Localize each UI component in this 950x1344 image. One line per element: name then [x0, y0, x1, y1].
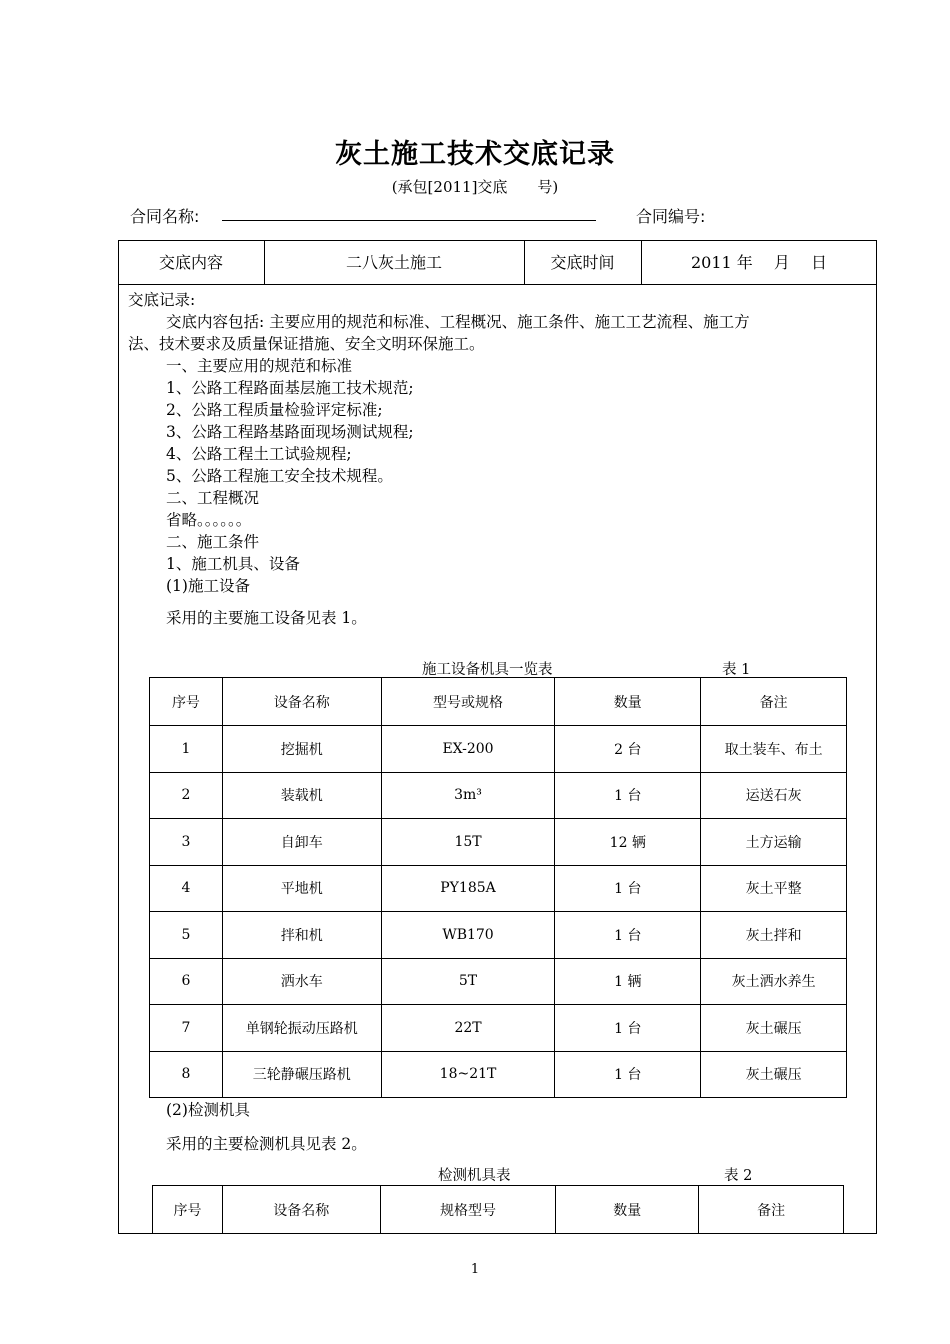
- table-row-cell: 1 辆: [555, 958, 701, 1005]
- standard-item: 1、公路工程路面基层施工技术规范;: [166, 379, 414, 397]
- table-row-cell: 1 台: [555, 912, 701, 959]
- section-heading: 一、主要应用的规范和标准: [166, 357, 353, 375]
- table-row-cell: 装载机: [222, 772, 381, 819]
- time-value: 2011 年 月 日: [691, 253, 827, 272]
- content-label: 交底内容: [158, 253, 223, 272]
- table-row-cell: 3m³: [381, 772, 555, 819]
- contract-name-label: 合同名称:: [130, 207, 200, 226]
- standard-item: 4、公路工程土工试验规程;: [166, 445, 352, 463]
- table-header-row-cell: 数量: [555, 678, 701, 726]
- table-row-cell: 运送石灰: [701, 772, 847, 819]
- contract-name-underline: [222, 220, 596, 221]
- table-header-row-cell: 序号: [153, 1186, 223, 1234]
- table-row-cell: 自卸车: [222, 819, 381, 866]
- table-row: [150, 912, 847, 959]
- table-row-cell: 5T: [381, 958, 555, 1005]
- table-header-row-cell: 设备名称: [222, 1186, 380, 1234]
- table-row-cell: 三轮静碾压路机: [222, 1051, 381, 1098]
- table-row-cell: 拌和机: [222, 912, 381, 959]
- table-row-cell: 5: [150, 912, 223, 959]
- time-label: 交底时间: [550, 253, 615, 272]
- table-row-cell: 灰土拌和: [701, 912, 847, 959]
- table-row: [150, 1005, 847, 1052]
- inspection-table: [152, 1185, 844, 1234]
- table-header-row-cell: 设备名称: [222, 678, 381, 726]
- intro-line: 法、技术要求及质量保证措施、安全文明环保施工。: [128, 335, 485, 353]
- table-row-cell: 平地机: [222, 865, 381, 912]
- table-header-row-cell: 序号: [150, 678, 223, 726]
- document-subtitle: (承包[2011]交底 号): [391, 178, 559, 196]
- table-row-cell: 1 台: [555, 1051, 701, 1098]
- record-label: 交底记录:: [128, 291, 196, 309]
- page-number: 1: [470, 1262, 480, 1277]
- table-row: [150, 819, 847, 866]
- table-header-row-cell: 备注: [699, 1186, 844, 1234]
- table1-tag: 表 1: [722, 662, 751, 678]
- table-header-row-cell: 型号或规格: [381, 678, 555, 726]
- table-row-cell: WB170: [381, 912, 555, 959]
- table-row-cell: 挖掘机: [222, 726, 381, 773]
- record-body: [128, 289, 870, 629]
- table-header-row-cell: 数量: [556, 1186, 699, 1234]
- table-header-row: [150, 678, 847, 726]
- contract-number-label: 合同编号:: [636, 207, 706, 226]
- table-row-cell: 1 台: [555, 772, 701, 819]
- table-row-cell: EX-200: [381, 726, 555, 773]
- table-row-cell: 1 台: [555, 865, 701, 912]
- paragraph: 采用的主要检测机具见表 2。: [166, 1135, 367, 1153]
- equipment-table: [149, 677, 847, 1098]
- section-heading: 二、工程概况: [166, 489, 260, 507]
- table-row-cell: 灰土洒水养生: [701, 958, 847, 1005]
- table-header-row: [153, 1186, 844, 1234]
- standard-item: 5、公路工程施工安全技术规程。: [166, 467, 393, 485]
- table-row-cell: 洒水车: [222, 958, 381, 1005]
- table-row-cell: 2: [150, 772, 223, 819]
- table-row-cell: 22T: [381, 1005, 555, 1052]
- table-header-row-cell: 备注: [701, 678, 847, 726]
- table-row-cell: 8: [150, 1051, 223, 1098]
- table-row: [150, 958, 847, 1005]
- subsection-heading: 1、施工机具、设备: [166, 555, 300, 573]
- table-row-cell: 土方运输: [701, 819, 847, 866]
- table-row-cell: 15T: [381, 819, 555, 866]
- omitted-text: 省略。。。。。。: [166, 511, 252, 529]
- table-row-cell: 1 台: [555, 1005, 701, 1052]
- section-heading: 二、施工条件: [166, 533, 260, 551]
- content-value: 二八灰土施工: [345, 253, 442, 272]
- table-row-cell: 12 辆: [555, 819, 701, 866]
- table-row-cell: 灰土碾压: [701, 1005, 847, 1052]
- table2-caption: 检测机具表: [438, 1168, 511, 1184]
- table-row-cell: 1: [150, 726, 223, 773]
- table-header-row-cell: 规格型号: [380, 1186, 556, 1234]
- table-row-cell: 灰土平整: [701, 865, 847, 912]
- table1-caption: 施工设备机具一览表: [422, 662, 553, 678]
- table-row-cell: PY185A: [381, 865, 555, 912]
- table-row-cell: 取土装车、布土: [701, 726, 847, 773]
- subsection-heading: (1)施工设备: [166, 577, 250, 595]
- table-row: [150, 772, 847, 819]
- paragraph: 采用的主要施工设备见表 1。: [166, 609, 367, 627]
- table-row-cell: 18~21T: [381, 1051, 555, 1098]
- standard-item: 3、公路工程路基路面现场测试规程;: [166, 423, 414, 441]
- document-title: 灰土施工技术交底记录: [335, 139, 615, 170]
- table-row-cell: 3: [150, 819, 223, 866]
- intro-line: 交底内容包括: 主要应用的规范和标准、工程概况、施工条件、施工工艺流程、施工方: [166, 313, 750, 331]
- standard-item: 2、公路工程质量检验评定标准;: [166, 401, 383, 419]
- table-row-cell: 单钢轮振动压路机: [222, 1005, 381, 1052]
- table-row: [150, 726, 847, 773]
- table-row: [150, 1051, 847, 1098]
- table-row-cell: 4: [150, 865, 223, 912]
- table2-tag: 表 2: [724, 1168, 753, 1184]
- table-row-cell: 7: [150, 1005, 223, 1052]
- table-row-cell: 2 台: [555, 726, 701, 773]
- table-row: [150, 865, 847, 912]
- subsection-heading: (2)检测机具: [166, 1101, 250, 1119]
- table-row-cell: 灰土碾压: [701, 1051, 847, 1098]
- table-row-cell: 6: [150, 958, 223, 1005]
